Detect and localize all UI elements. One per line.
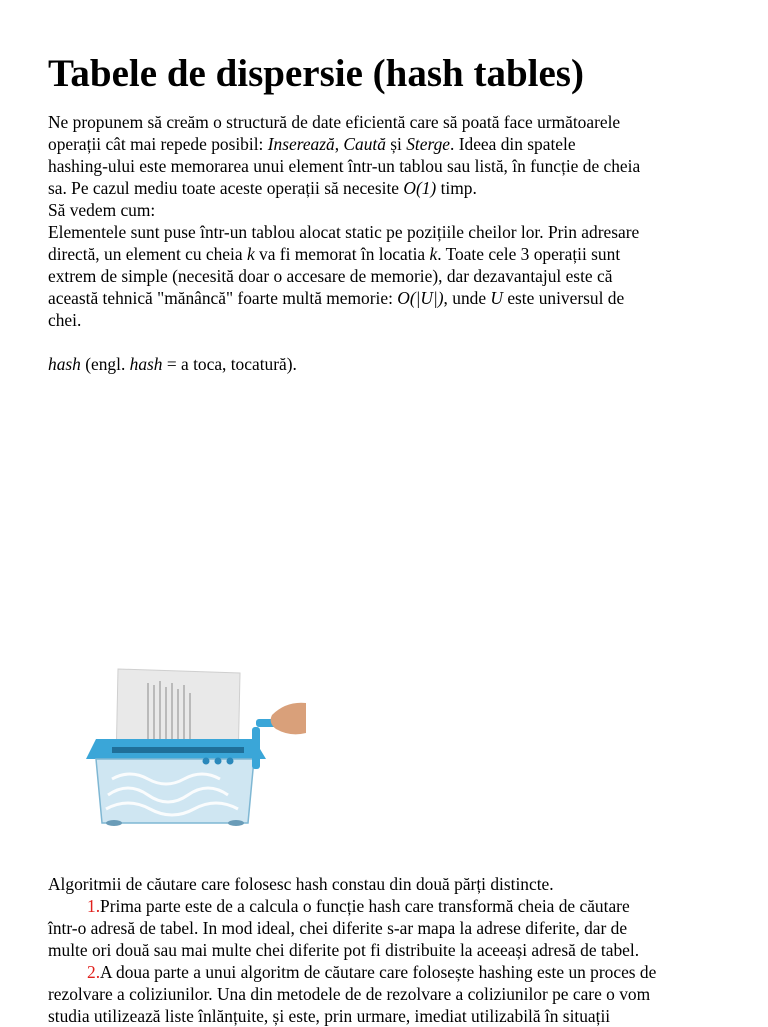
text-span: operații cât mai repede posibil: [48,134,268,154]
text-line [48,287,728,309]
text-span: . Ideea din spatele [450,134,576,154]
memory-complexity: O(|U|) [397,288,444,308]
see-how-text: Să vedem cum: [48,200,156,220]
text-span: , [334,134,344,154]
text-line [48,265,728,287]
op-delete: Sterge [406,134,451,154]
text-span: va fi memorat în locatia [254,244,430,264]
text-line [48,221,728,243]
text-span: . Toate cele 3 operații sunt [437,244,621,264]
text-span: , unde [443,288,491,308]
text-span: rezolvare a coliziunilor. Una din metodele de de rezolvare a coliziunilor pe care o vom [48,984,651,1004]
list-number: 2. [87,962,101,982]
text-span: hashing-ului este memorarea unui element într-un tablou sau listă, în funcție de cheia [48,156,641,176]
key-var: k [246,244,255,264]
text-span: Ne propunem să creăm o structură de date eficientă care să poată face următoarele [48,112,621,132]
text-line [48,111,728,133]
text-span: într-o adresă de tabel. In mod ideal, chei diferite s-ar mapa la adrese diferite, dar de [48,918,628,938]
text-line [48,873,728,895]
text-span: această tehnică "mănâncă" foarte multă memorie: [48,288,398,308]
algorithm-paragraph [48,873,728,1027]
text-span: (engl. [80,354,130,374]
text-line [48,983,728,1005]
text-span: și [385,134,407,154]
page-title: Tabele de dispersie (hash tables) [48,52,584,95]
text-line [48,917,728,939]
text-span: chei. [48,310,82,330]
text-span: timp. [436,178,477,198]
text-line [48,133,728,155]
text-span: Algoritmii de căutare care folosesc hash constau din două părți distincte. [48,874,554,894]
op-search: Caută [343,134,386,154]
hash-definition [48,353,728,375]
complexity-notation: O(1) [403,178,437,198]
paper-shredder-image [56,655,306,845]
text-span: directă, un element cu cheia [48,244,247,264]
text-span: = a toca, tocatură). [162,354,297,374]
text-span: Prima parte este de a calcula o funcție hash care transformă cheia de căutare [100,896,630,916]
text-line [48,895,728,917]
list-number: 1. [87,896,101,916]
text-line [48,177,728,199]
universe-var: U [490,288,503,308]
text-line [48,243,728,265]
text-line [48,155,728,177]
text-span: multe ori două sau mai multe chei diferite pot fi distribuite la aceeași adresă de tabel. [48,940,640,960]
hash-term: hash [48,354,81,374]
text-line [48,939,728,961]
op-insert: Inserează [267,134,335,154]
text-span: A doua parte a unui algoritm de căutare care folosește hashing este un proces de [100,962,657,982]
text-span: Elementele sunt puse într-un tablou alocat static pe pozițiile cheilor lor. Prin adresare [48,222,640,242]
text-span: studia utilizează liste înlănțuite, și este, prin urmare, imediat utilizabilă în situații [48,1006,611,1026]
text-span: este universul de [502,288,625,308]
hash-term: hash [129,354,163,374]
blank-line [48,331,728,353]
text-line [48,961,728,983]
intro-paragraph [48,111,728,375]
key-var: k [429,244,438,264]
text-line [48,199,728,221]
text-span: sa. Pe cazul mediu toate aceste operații să necesite [48,178,404,198]
text-span: extrem de simple (necesită doar o accesare de memorie), dar dezavantajul este că [48,266,613,286]
text-line [48,309,728,331]
